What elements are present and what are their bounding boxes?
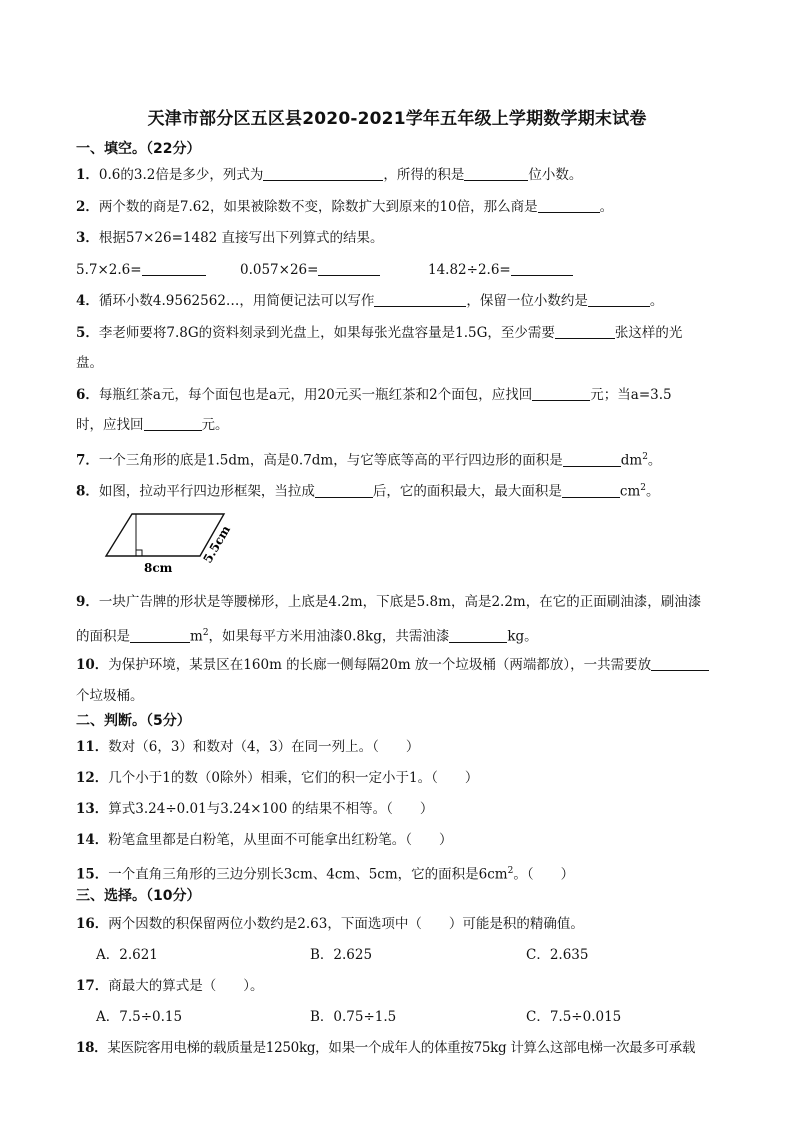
answer-blank[interactable] [555,324,615,339]
question-3: 3．根据57×26=1482 直接写出下列算式的结果。 [76,230,384,246]
question-8: 8．如图，拉动平行四边形框架，当拉成 后，它的面积最大，最大面积是 $cm^2$。 [76,483,660,500]
question-6: 6．每瓶红茶a元，每个面包也是a元，用20元买一瓶红茶和2个面包，应找回 元；当a=3.5 [76,387,672,403]
side-label: 5.5cm [200,523,234,566]
answer-blank[interactable] [374,292,466,307]
question-3-eq-2: 0.057×26= [240,261,380,279]
question-7: 7．一个三角形的底是1.5dm，高是0.7dm，与它等底等高的平行四边形的面积是 $dm^2$。 [76,452,662,469]
answer-blank[interactable] [464,166,528,181]
question-14: 14．粉笔盒里都是白粉笔，从里面不可能拿出红粉笔。（ ） [76,832,453,848]
section-fill-blank: 一、填空。（22分） [76,141,201,157]
page-title: 天津市部分区五区县2020-2021学年五年级上学期数学期末试卷 [147,109,647,129]
q17-option-b[interactable]: B．0.75÷1.5 [310,1009,397,1025]
answer-blank[interactable] [563,452,621,467]
base-label: 8cm [144,561,173,575]
question-18: 18．某医院客用电梯的载质量是1250kg，如果一个成年人的体重按75kg 计算么这部电梯一次最多可承载 [76,1040,696,1056]
question-6-cont: 时，应找回 元。 [76,417,229,433]
answer-blank[interactable] [538,198,600,213]
question-13: 13．算式3.24÷0.01与3.24×100 的结果不相等。（ ） [76,801,434,817]
answer-blank[interactable] [142,261,206,276]
question-5: 5．李老师要将7.8G的资料刻录到光盘上，如果每张光盘容量是1.5G，至少需要 张这样的光 [76,325,683,341]
answer-blank[interactable] [588,292,650,307]
question-10-cont: 个垃圾桶。 [76,688,144,704]
question-15: 15．一个直角三角形的三边分别长3cm、4cm、5cm，它的面积是$6cm^2$。（ ） [76,866,575,883]
question-10: 10．为保护环境，某景区在160m 的长廊一侧每隔20m 放一个垃圾桶（两端都放），一共需要放 [76,656,709,674]
q16-option-c[interactable]: C．2.635 [526,947,589,963]
question-4: 4．循环小数4.9562562…，用简便记法可以写作 ，保留一位小数约是 。 [76,293,664,309]
question-5-cont: 盘。 [76,355,103,371]
answer-blank[interactable] [562,483,620,498]
question-16: 16．两个因数的积保留两位小数约是2.63，下面选项中（ ）可能是积的精确值。 [76,916,584,932]
parallelogram-figure [96,500,256,580]
q17-option-c[interactable]: C．7.5÷0.015 [526,1009,622,1025]
section-judge: 二、判断。（5分） [76,713,191,729]
question-11: 11．数对（6，3）和数对（4，3）在同一列上。（ ） [76,739,420,755]
question-9-cont: 的面积是 $m^2$，如果每平方米用油漆0.8kg，共需油漆 kg。 [76,628,538,645]
q16-option-b[interactable]: B．2.625 [310,947,373,963]
question-17: 17．商最大的算式是（ ）。 [76,978,264,994]
q17-option-a[interactable]: A．7.5÷0.15 [96,1009,183,1025]
question-9: 9．一块广告牌的形状是等腰梯形，上底是4.2m，下底是5.8m，高是2.2m，在它的正面刷油漆，刷油漆 [76,594,702,610]
answer-blank[interactable] [130,628,190,643]
question-3-eq-3: 14.82÷2.6= [428,261,573,279]
answer-blank[interactable] [263,166,383,181]
question-2: 2．两个数的商是7.62，如果被除数不变，除数扩大到原来的10倍，那么商是 。 [76,199,614,215]
answer-blank[interactable] [449,628,507,643]
answer-blank[interactable] [511,261,573,276]
question-1: 1．0.6的3.2倍是多少，列式为 ，所得的积是 位小数。 [76,167,583,183]
answer-blank[interactable] [318,261,380,276]
q16-option-a[interactable]: A．2.621 [96,947,158,963]
answer-blank[interactable] [651,656,709,671]
question-12: 12．几个小于1的数（0除外）相乘，它们的积一定小于1。（ ） [76,770,479,786]
section-choice: 三、选择。（10分） [76,888,201,904]
right-angle-mark [136,550,142,556]
answer-blank[interactable] [532,386,590,401]
answer-blank[interactable] [315,483,373,498]
question-3-eq-1: 5.7×2.6= [76,261,206,279]
answer-blank[interactable] [144,416,202,431]
